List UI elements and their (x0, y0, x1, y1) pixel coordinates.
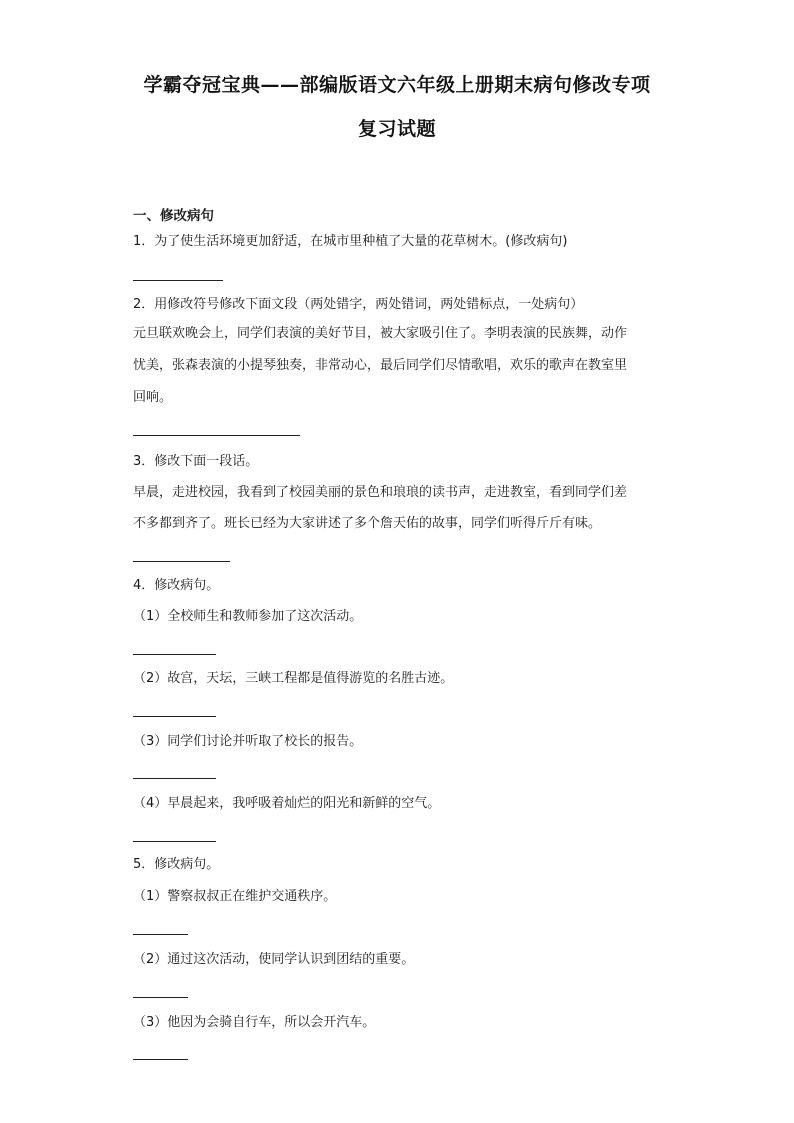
question-3-passage-line2: 不多都到齐了。班长已经为大家讲述了多个詹天佑的故事，同学们听得斤斤有味。 (133, 516, 602, 531)
document-title-line1: 学霸夺冠宝典——部编版语文六年级上册期末病句修改专项 (143, 74, 651, 96)
answer-blank-q5-2[interactable] (133, 997, 188, 998)
question-3-passage-line1: 早晨，走进校园，我看到了校园美丽的景色和琅琅的读书声，走进教室，看到同学们差 (133, 485, 628, 500)
answer-blank-q4-2[interactable] (133, 716, 216, 717)
section-heading: 一、修改病句 (133, 208, 214, 224)
question-4-prompt: 4．修改病句。 (133, 578, 220, 593)
question-2-passage-line3: 回响。 (133, 390, 173, 405)
question-5-prompt: 5．修改病句。 (133, 857, 220, 872)
answer-blank-q5-3[interactable] (133, 1059, 188, 1060)
answer-blank-q3[interactable] (133, 561, 230, 562)
document-title-line2: 复习试题 (357, 118, 436, 140)
question-5-item-2: （2）通过这次活动，使同学认识到团结的重要。 (133, 952, 415, 967)
question-3-prompt: 3．修改下面一段话。 (133, 454, 259, 469)
question-4-item-3: （3）同学们讨论并听取了校长的报告。 (133, 734, 363, 749)
answer-blank-q4-4[interactable] (133, 841, 216, 842)
question-4-item-4: （4）早晨起来，我呼吸着灿烂的阳光和新鲜的空气。 (133, 796, 441, 811)
question-1-text: 1．为了使生活环境更加舒适，在城市里种植了大量的花草树木。(修改病句) (133, 234, 568, 249)
question-2-passage-line2: 忧美，张森表演的小提琴独奏，非常动心，最后同学们尽情歌唱，欢乐的歌声在教室里 (133, 358, 628, 373)
question-4-item-1: （1）全校师生和教师参加了这次活动。 (133, 609, 363, 624)
answer-blank-q5-1[interactable] (133, 934, 188, 935)
question-5-item-1: （1）警察叔叔正在维护交通秩序。 (133, 889, 337, 904)
answer-blank-q2[interactable] (133, 435, 300, 436)
answer-blank-q1[interactable] (133, 280, 223, 281)
question-4-item-2: （2）故宫，天坛，三峡工程都是值得游览的名胜古迹。 (133, 671, 454, 686)
answer-blank-q4-1[interactable] (133, 654, 216, 655)
question-5-item-3: （3）他因为会骑自行车，所以会开汽车。 (133, 1015, 376, 1030)
question-2-passage-line1: 元旦联欢晚会上，同学们表演的美好节目，被大家吸引住了。李明表演的民族舞，动作 (133, 326, 628, 341)
question-2-prompt: 2．用修改符号修改下面文段（两处错字，两处错词，两处错标点，一处病句） (133, 297, 584, 312)
answer-blank-q4-3[interactable] (133, 778, 216, 779)
